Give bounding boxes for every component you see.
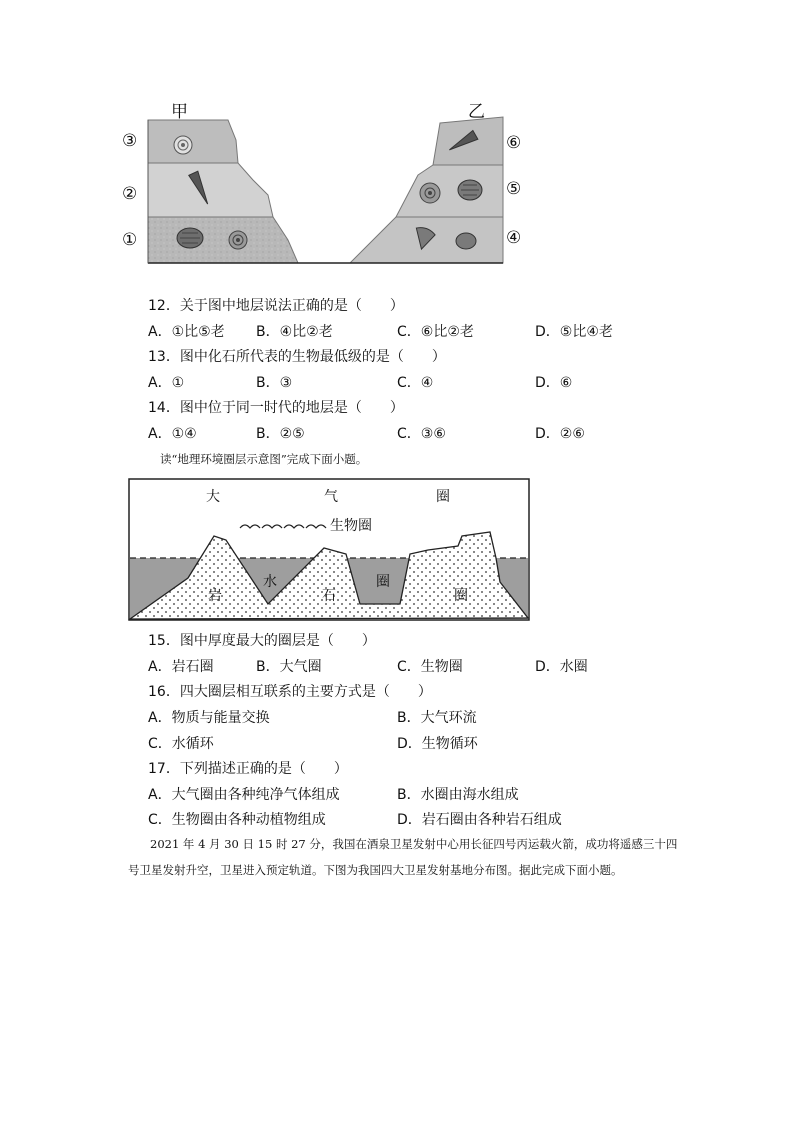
question-12-option-c: C．⑥比②老: [397, 324, 474, 340]
question-14-option-b: B．②⑤: [256, 426, 305, 442]
question-15-option-d: D．水圈: [535, 659, 588, 675]
question-12-option-d: D．⑤比④老: [535, 324, 613, 340]
geosphere-figure: [128, 478, 532, 624]
biosphere-label: 生物圈: [330, 518, 372, 534]
lithosphere-char-3: 圈: [454, 588, 468, 604]
question-14-option-a: A．①④: [148, 426, 197, 442]
shell-fossil-icon: [458, 180, 482, 200]
left-layer-1: [148, 217, 298, 263]
layer-marker-1: ①: [122, 230, 138, 250]
left-section-label: 甲: [171, 102, 188, 122]
question-13-option-b: B．③: [256, 375, 293, 391]
question-14-stem: 14．图中位于同一时代的地层是（ ）: [148, 400, 404, 416]
layer-marker-4: ④: [506, 228, 522, 248]
question-13-option-d: D．⑥: [535, 375, 573, 391]
question-16-option-b: B．大气环流: [397, 710, 477, 726]
layer-marker-2: ②: [122, 184, 138, 204]
question-17-option-d: D．岩石圈由各种岩石组成: [397, 812, 562, 828]
left-layer-2: [148, 163, 273, 217]
ammonite-fossil-icon: [174, 136, 192, 154]
layer-marker-3: ③: [122, 131, 138, 151]
question-16-option-a: A．物质与能量交换: [148, 710, 270, 726]
question-12-option-a: A．①比⑤老: [148, 324, 225, 340]
hydrosphere-char-2: 圈: [376, 574, 390, 590]
question-17-option-a: A．大气圈由各种纯净气体组成: [148, 787, 340, 803]
lithosphere-char-2: 石: [322, 588, 336, 604]
question-13-stem: 13．图中化石所代表的生物最低级的是（ ）: [148, 349, 446, 365]
layer-marker-5: ⑤: [506, 179, 522, 199]
strata-figure: [118, 95, 538, 270]
satellite-launch-passage: 2021 年 4 月 30 日 15 时 27 分，我国在酒泉卫星发射中心用长征四号丙运载火箭，成功将遥感三十四号卫星发射升空，卫星进入预定轨道。下图为我国四大卫星发射基地分布图。据此完成下面小题。: [128, 837, 678, 877]
right-section-label: 乙: [468, 102, 485, 122]
question-16-stem: 16．四大圈层相互联系的主要方式是（ ）: [148, 684, 432, 700]
question-15-option-b: B．大气圈: [256, 659, 322, 675]
question-15-stem: 15．图中厚度最大的圈层是（ ）: [148, 633, 376, 649]
question-17-stem: 17．下列描述正确的是（ ）: [148, 761, 348, 777]
layer-marker-6: ⑥: [506, 133, 522, 153]
ammonite-fossil-icon: [420, 183, 440, 203]
question-13-option-c: C．④: [397, 375, 434, 391]
question-16-option-d: D．生物循环: [397, 736, 478, 752]
question-14-option-c: C．③⑥: [397, 426, 446, 442]
question-15-option-a: A．岩石圈: [148, 659, 214, 675]
atmosphere-char-2: 气: [324, 489, 338, 505]
question-17-option-b: B．水圈由海水组成: [397, 787, 519, 803]
ammonite-fossil-icon: [229, 231, 247, 249]
question-12-stem: 12．关于图中地层说法正确的是（ ）: [148, 298, 404, 314]
question-15-option-c: C．生物圈: [397, 659, 463, 675]
question-12-option-b: B．④比②老: [256, 324, 333, 340]
atmosphere-char-1: 大: [206, 489, 220, 505]
left-layer-3: [148, 120, 238, 163]
atmosphere-char-3: 圈: [436, 489, 450, 505]
question-17-option-c: C．生物圈由各种动植物组成: [148, 812, 326, 828]
question-14-option-d: D．②⑥: [535, 426, 585, 442]
figure-intro-note: 读“地理环境圈层示意图”完成下面小题。: [160, 452, 368, 466]
right-layer-5: [396, 165, 503, 217]
question-16-option-c: C．水循环: [148, 736, 214, 752]
lithosphere-char-1: 岩: [208, 588, 222, 604]
shell-fossil-icon: [177, 228, 203, 248]
shell-fossil-icon: [456, 233, 476, 249]
hydrosphere-char-1: 水: [263, 574, 277, 590]
question-13-option-a: A．①: [148, 375, 185, 391]
